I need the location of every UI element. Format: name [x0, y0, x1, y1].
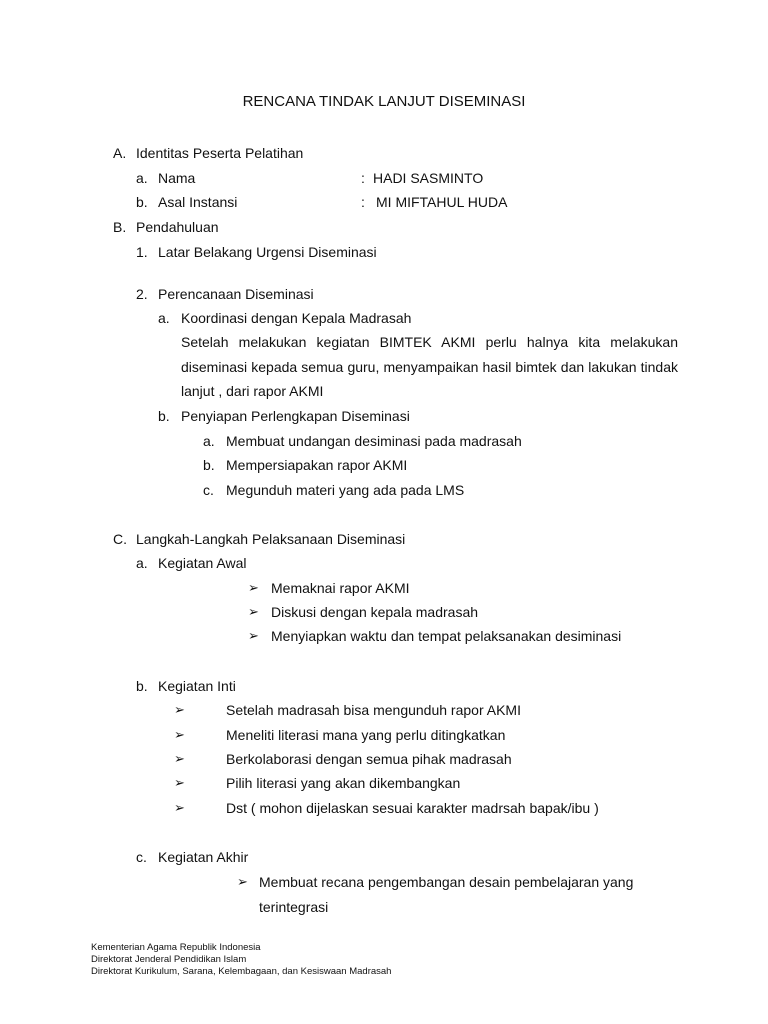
item-institution-separator: :	[361, 194, 365, 210]
c-inti-marker: b.	[136, 678, 148, 694]
b2b-marker: b.	[158, 408, 170, 424]
arrow-bullet-icon: ➢	[174, 800, 185, 815]
arrow-bullet-icon: ➢	[248, 604, 259, 619]
b2a-paragraph-line2: diseminasi kepada semua guru, menyampaikan hasil bimtek dan lakukan tindak	[181, 359, 678, 375]
arrow-bullet-icon: ➢	[174, 727, 185, 742]
b1-marker: 1.	[136, 244, 148, 260]
b2b-item1-marker: a.	[203, 433, 215, 449]
b2b-text: Penyiapan Perlengkapan Diseminasi	[181, 408, 410, 424]
c-akhir-bullet-line1: Membuat recana pengembangan desain pembelajaran yang	[259, 874, 634, 890]
footer-line-2: Direktorat Jenderal Pendidikan Islam	[91, 954, 247, 965]
item-name-separator: :	[361, 170, 365, 186]
arrow-bullet-icon: ➢	[248, 580, 259, 595]
c-akhir-text: Kegiatan Akhir	[158, 849, 249, 865]
b2b-item3-text: Megunduh materi yang ada pada LMS	[226, 482, 465, 498]
arrow-bullet-icon: ➢	[248, 628, 259, 643]
b2b-item2-text: Mempersiapakan rapor AKMI	[226, 457, 408, 473]
c-inti-bullet-3: Berkolaborasi dengan semua pihak madrasah	[226, 751, 512, 767]
b2b-item1-text: Membuat undangan desiminasi pada madrasah	[226, 433, 522, 449]
b2a-paragraph-line1: Setelah melakukan kegiatan BIMTEK AKMI perlu halnya kita melakukan	[181, 334, 678, 350]
c-awal-bullet-1: Memaknai rapor AKMI	[271, 580, 410, 596]
b2a-marker: a.	[158, 310, 170, 326]
document-title: RENCANA TINDAK LANJUT DISEMINASI	[242, 93, 526, 110]
item-name-value: HADI SASMINTO	[373, 170, 484, 186]
section-b-marker: B.	[113, 219, 127, 235]
b2b-item3-marker: c.	[203, 482, 214, 498]
section-c-heading: Langkah-Langkah Pelaksanaan Diseminasi	[136, 531, 406, 547]
item-institution-marker: b.	[136, 194, 148, 210]
arrow-bullet-icon: ➢	[174, 751, 185, 766]
arrow-bullet-icon: ➢	[237, 874, 248, 889]
c-akhir-marker: c.	[136, 849, 147, 865]
b2a-paragraph-line3: lanjut , dari rapor AKMI	[181, 383, 324, 399]
section-a-marker: A.	[113, 145, 127, 161]
c-awal-bullet-3: Menyiapkan waktu dan tempat pelaksanakan desiminasi	[271, 628, 622, 644]
c-akhir-bullet-line2: terintegrasi	[259, 899, 329, 915]
footer-line-1: Kementerian Agama Republik Indonesia	[91, 942, 261, 953]
b2-text: Perencanaan Diseminasi	[158, 286, 314, 302]
section-c-marker: C.	[113, 531, 127, 547]
section-a-heading: Identitas Peserta Pelatihan	[136, 145, 304, 161]
c-awal-text: Kegiatan Awal	[158, 555, 247, 571]
item-name-marker: a.	[136, 170, 148, 186]
section-b-heading: Pendahuluan	[136, 219, 219, 235]
b2a-text: Koordinasi dengan Kepala Madrasah	[181, 310, 412, 326]
item-institution-label: Asal Instansi	[158, 194, 238, 210]
item-institution-value: MI MIFTAHUL HUDA	[376, 194, 508, 210]
c-inti-text: Kegiatan Inti	[158, 678, 236, 694]
arrow-bullet-icon: ➢	[174, 775, 185, 790]
c-inti-bullet-5: Dst ( mohon dijelaskan sesuai karakter madrsah bapak/ibu )	[226, 800, 599, 816]
b1-text: Latar Belakang Urgensi Diseminasi	[158, 244, 377, 260]
c-inti-bullet-1: Setelah madrasah bisa mengunduh rapor AKMI	[226, 702, 521, 718]
arrow-bullet-icon: ➢	[174, 702, 185, 717]
c-awal-marker: a.	[136, 555, 148, 571]
c-inti-bullet-2: Meneliti literasi mana yang perlu ditingkatkan	[226, 727, 506, 743]
b2-marker: 2.	[136, 286, 148, 302]
item-name-label: Nama	[158, 170, 196, 186]
c-inti-bullet-4: Pilih literasi yang akan dikembangkan	[226, 775, 461, 791]
footer-line-3: Direktorat Kurikulum, Sarana, Kelembagaan, dan Kesiswaan Madrasah	[91, 966, 392, 977]
b2b-item2-marker: b.	[203, 457, 215, 473]
c-awal-bullet-2: Diskusi dengan kepala madrasah	[271, 604, 479, 620]
